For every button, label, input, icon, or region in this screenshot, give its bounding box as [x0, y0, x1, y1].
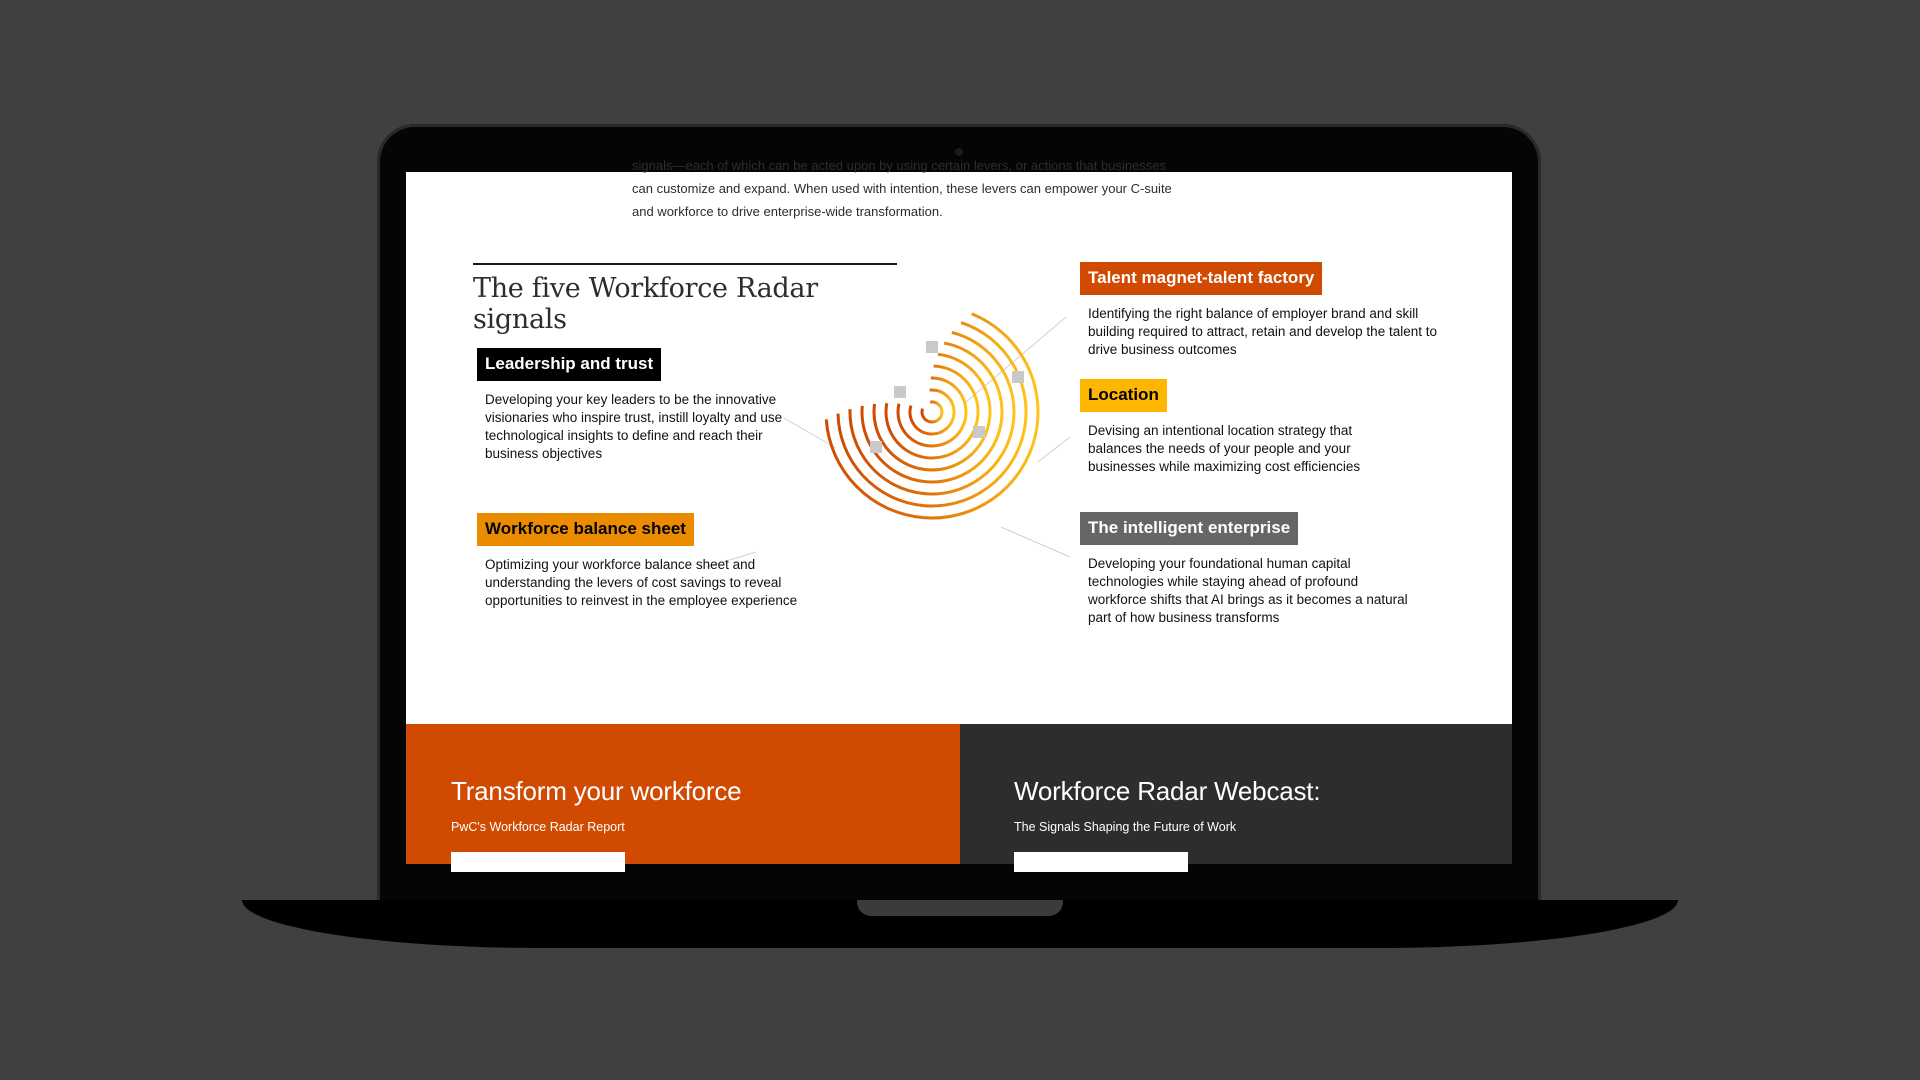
radar-ring [922, 402, 942, 422]
signal-marker [870, 441, 882, 453]
signal-label: Talent magnet-talent factory [1080, 262, 1322, 295]
promo-button[interactable] [1014, 852, 1188, 872]
signal-talent-magnet [1080, 262, 1460, 359]
connector-line [966, 317, 1066, 402]
promo-button[interactable] [451, 852, 625, 872]
signal-label: The intelligent enterprise [1080, 512, 1298, 545]
section-title: The five Workforce Radar signals [473, 263, 897, 335]
radar-ring [874, 354, 990, 470]
connector-line [1001, 527, 1070, 557]
laptop-notch [857, 900, 1063, 916]
signal-description: Identifying the right balance of employer brand and skill building required to attract, retain and develop the talent to drive business outcomes [1088, 306, 1437, 357]
promo-subtitle: PwC's Workforce Radar Report [451, 820, 625, 834]
signal-marker [973, 426, 985, 438]
browser-viewport[interactable] [406, 158, 1512, 864]
intro-line: and workforce to drive enterprise-wide transformation. [632, 204, 943, 219]
promo-webcast[interactable] [960, 724, 1512, 864]
signal-marker [926, 341, 938, 353]
signal-label: Workforce balance sheet [477, 513, 694, 546]
promo-title: Workforce Radar Webcast: [1014, 776, 1321, 806]
signal-marker [894, 386, 906, 398]
signal-description: Optimizing your workforce balance sheet and understanding the levers of cost savings to reveal opportunities to reinvest in the employee experience [485, 557, 798, 608]
signal-label: Location [1080, 379, 1167, 412]
signal-location [1080, 379, 1400, 476]
connector-line [1038, 437, 1070, 462]
signal-description: Developing your key leaders to be the innovative visionaries who inspire trust, instill loyalty and use technological insights to define and reach their business objectives [485, 392, 783, 461]
promo-transform-workforce[interactable] [406, 724, 960, 864]
signal-label: Leadership and trust [477, 348, 661, 381]
radar-ring [862, 343, 1002, 482]
radar-ring [886, 366, 978, 458]
signal-intelligent-enterprise [1080, 512, 1410, 627]
signal-leadership-and-trust [477, 348, 807, 463]
signal-description: Devising an intentional location strategy that balances the needs of your people and your businesses while maximizing cost efficiencies [1088, 423, 1361, 474]
intro-line: can customize and expand. When used with intention, these levers can empower your C-suite [632, 181, 1172, 196]
promo-subtitle: The Signals Shaping the Future of Work [1014, 820, 1237, 834]
intro-line: signals—each of which can be acted upon by using certain levers, or actions that businesses [632, 158, 1167, 173]
radar-ring [898, 378, 966, 446]
signal-description: Developing your foundational human capital technologies while staying ahead of profound workforce shifts that AI brings as it becomes a natural part of how business transforms [1088, 556, 1408, 625]
promo-title: Transform your workforce [451, 776, 742, 806]
signal-marker [1012, 371, 1024, 383]
signal-workforce-balance-sheet [477, 513, 837, 610]
radar-ring [910, 390, 954, 434]
